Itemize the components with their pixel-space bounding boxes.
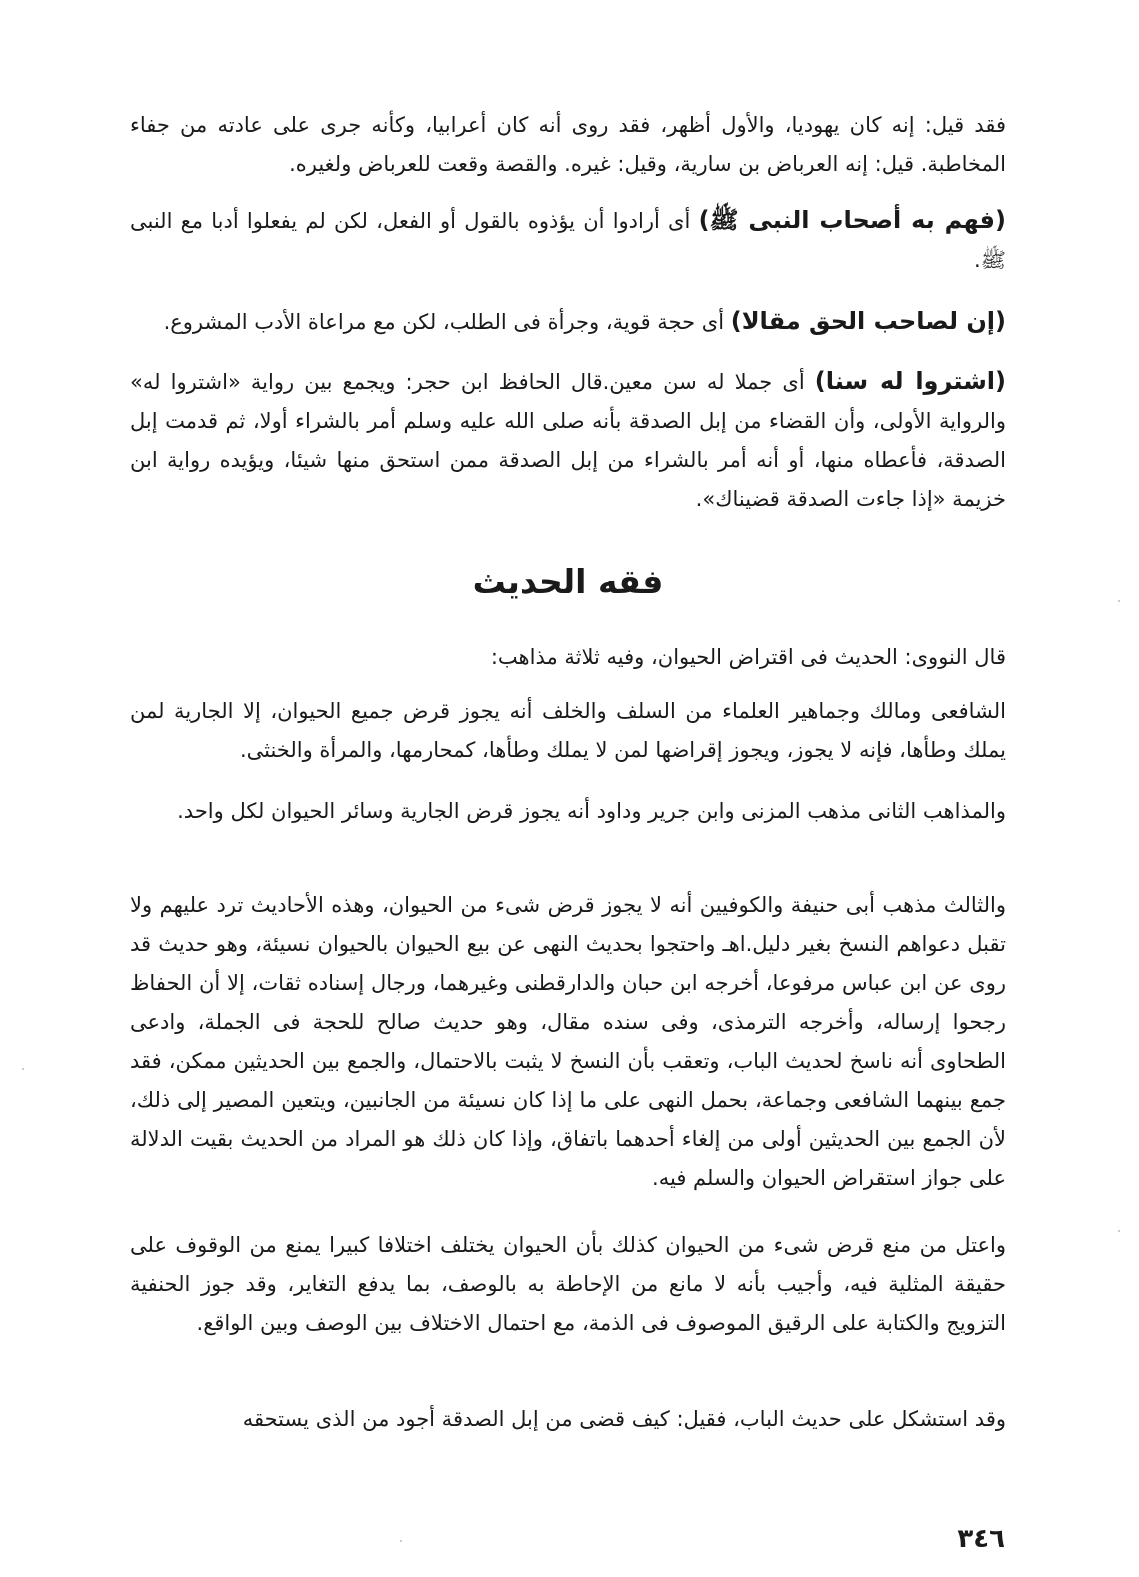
paragraph-10: وقد استشكل على حديث الباب، فقيل: كيف قضى من إبل الصدقة أجود من الذى يستحقه — [242, 1407, 1006, 1431]
scan-speck — [1118, 1230, 1120, 1232]
hadith-phrase-3: (إن لصاحب الحق مقالا) — [730, 307, 1006, 335]
hadith-phrase-2: (فهم به أصحاب النبى ﷺ) — [698, 206, 1006, 234]
paragraph-3 — [130, 302, 1006, 342]
paragraph-5: قال النووى: الحديث فى اقتراض الحيوان، وفيه ثلاثة مذاهب: — [490, 645, 1006, 669]
hadith-phrase-4: (اشتروا له سنا) — [814, 367, 1006, 395]
paragraph-6: الشافعى ومالك وجماهير العلماء من السلف والخلف أنه يجوز قرض جميع الحيوان، إلا الجارية لمن يملك وطأها، فإنه لا يجوز، ويجوز إقراضها لمن لا يملك وطأها، كمحارمها، والمرأة والخنثى. — [130, 699, 1006, 762]
scan-speck — [400, 1540, 402, 1542]
paragraph-9: واعتل من منع قرض شىء من الحيوان كذلك بأن الحيوان يختلف اختلافا كبيرا يمنع من الوقوف على حقيقة المثلية فيه، وأجيب بأنه لا مانع من الإحاطة به بالوصف، بما يدفع التغاير، وقد جوز الحنفية التزويج والكتابة على الرقيق الموصوف فى الذمة، مع احتمال الاختلاف بين الوصف وبين الواقع. — [130, 1233, 1006, 1335]
page-number: ٣٤٦ — [957, 1524, 1005, 1554]
paragraph-4 — [130, 362, 1006, 519]
paragraph-2 — [130, 201, 1006, 280]
commentary-2: أى أرادوا أن يؤذوه بالقول أو الفعل، لكن لم يفعلوا أدبا مع النبى ﷺ. — [130, 209, 1006, 272]
commentary-4: أى جملا له سن معين.قال الحافظ ابن حجر: ويجمع بين رواية «اشتروا له» والرواية الأولى، وأن القضاء من إبل الصدقة بأنه صلى الله عليه وسلم أمر بالشراء أولا، ثم قدمت إبل الصدقة، فأعطاه منها، أو أنه أمر بالشراء من إبل الصدقة ممن استحق منها شيئا، ويؤيده رواية ابن خزيمة «إذا جاءت الصدقة قضيناك». — [130, 370, 1006, 511]
scan-speck — [1118, 600, 1120, 602]
commentary-3: أى حجة قوية، وجرأة فى الطلب، لكن مع مراعاة الأدب المشروع. — [163, 310, 731, 334]
section-title: فقه الحديث — [472, 562, 664, 601]
paragraph-7: والمذاهب الثانى مذهب المزنى وابن جرير وداود أنه يجوز قرض الجارية وسائر الحيوان لكل واحد. — [177, 799, 1006, 823]
scan-speck — [22, 1068, 24, 1070]
paragraph-8: والثالث مذهب أبى حنيفة والكوفيين أنه لا يجوز قرض شىء من الحيوان، وهذه الأحاديث ترد عليهم ولا تقبل دعواهم النسخ بغير دليل.اهـ واحتجوا بحديث النهى عن بيع الحيوان بالحيوان نسيئة، وهو حديث قد روى عن ابن عباس مرفوعا، أخرجه ابن حبان والدارقطنى وغيرهما، ورجال إسناده ثقات، إلا أن الحفاظ رجحوا إرساله، وأخرجه الترمذى، وفى سنده مقال، وهو حديث صالح للحجة فى الجملة، وادعى الطحاوى أنه ناسخ لحديث الباب، وتعقب بأن النسخ لا يثبت بالاحتمال، والجمع بين الحديثين ممكن، فقد جمع بينهما الشافعى وجماعة، بحمل النهى على ما إذا كان نسيئة من الجانبين، ويتعين المصير إلى ذلك، لأن الجمع بين الحديثين أولى من إلغاء أحدهما باتفاق، وإذا كان ذلك هو المراد من الحديث بقيت الدلالة على جواز استقراض الحيوان والسلم فيه. — [130, 893, 1006, 1190]
paragraph-1: فقد قيل: إنه كان يهوديا، والأول أظهر، فقد روى أنه كان أعرابيا، وكأنه جرى على عادته من جفاء المخاطبة. قيل: إنه العرباض بن سارية، وقيل: غيره. والقصة وقعت للعرباض ولغيره. — [130, 113, 1006, 176]
